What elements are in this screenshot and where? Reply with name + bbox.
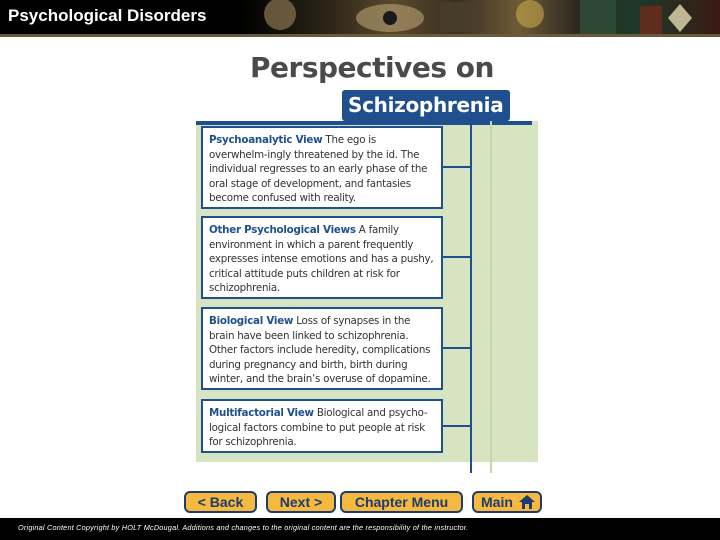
connector-vertical: [470, 121, 472, 473]
view-box: [201, 399, 443, 453]
back-button[interactable]: [184, 491, 257, 513]
view-text: A family environment in which a parent frequently expresses intense emotions and has a pushy, critical attitude puts children at risk for schizophrenia.: [209, 224, 434, 295]
box-connector: [443, 166, 471, 168]
top-bar: [0, 0, 720, 34]
panel-banner: [342, 90, 510, 121]
view-box: [201, 307, 443, 390]
panel-left-edge: [192, 121, 196, 462]
chapter-menu-label: Chapter Menu: [354, 494, 449, 510]
view-label: Psychoanalytic View: [209, 134, 323, 146]
connector-vertical-outer: [490, 121, 492, 473]
header-divider: [0, 34, 720, 37]
footer-bar: [0, 518, 720, 540]
panel-title: Perspectives on: [250, 51, 494, 84]
main-button[interactable]: [472, 491, 542, 513]
chapter-menu-button[interactable]: [340, 491, 463, 513]
view-text: The ego is overwhelm-ingly threatened by the id. The individual regresses to an early phase of the oral stage of development, and fantasies become confused with reality.: [209, 134, 428, 205]
view-label: Multifactorial View: [209, 407, 314, 419]
page-title: Psychological Disorders: [8, 6, 207, 25]
view-text: Loss of synapses in the brain have been linked to schizophrenia. Other factors include heredity, complications during pregnancy and birth, birth during winter, and the brain’s overuse of dopamine.: [209, 315, 431, 386]
next-button[interactable]: [266, 491, 336, 513]
banner-label: Schizophrenia: [348, 93, 504, 117]
view-box: [201, 126, 443, 209]
home-icon: [518, 494, 536, 510]
box-connector: [443, 347, 471, 349]
view-text: Biological and psycho-logical factors combine to put people at risk for schizophrenia.: [209, 407, 428, 449]
back-button-label: < Back: [197, 494, 244, 510]
copyright-text: Original Content Copyright by HOLT McDougal. Additions and changes to the original content are the responsibility of the instructor.: [18, 523, 469, 532]
main-button-label: Main: [481, 494, 513, 510]
panel-stripe: [194, 121, 532, 125]
header-image-collage: [240, 0, 720, 34]
view-label: Other Psychological Views: [209, 224, 356, 236]
next-button-label: Next >: [279, 494, 323, 510]
collage-art: [240, 0, 720, 34]
schizophrenia-panel: [192, 47, 538, 462]
view-box: [201, 216, 443, 299]
box-connector: [443, 425, 471, 427]
view-label: Biological View: [209, 315, 294, 327]
panel-header: [192, 47, 538, 121]
box-connector: [443, 256, 471, 258]
